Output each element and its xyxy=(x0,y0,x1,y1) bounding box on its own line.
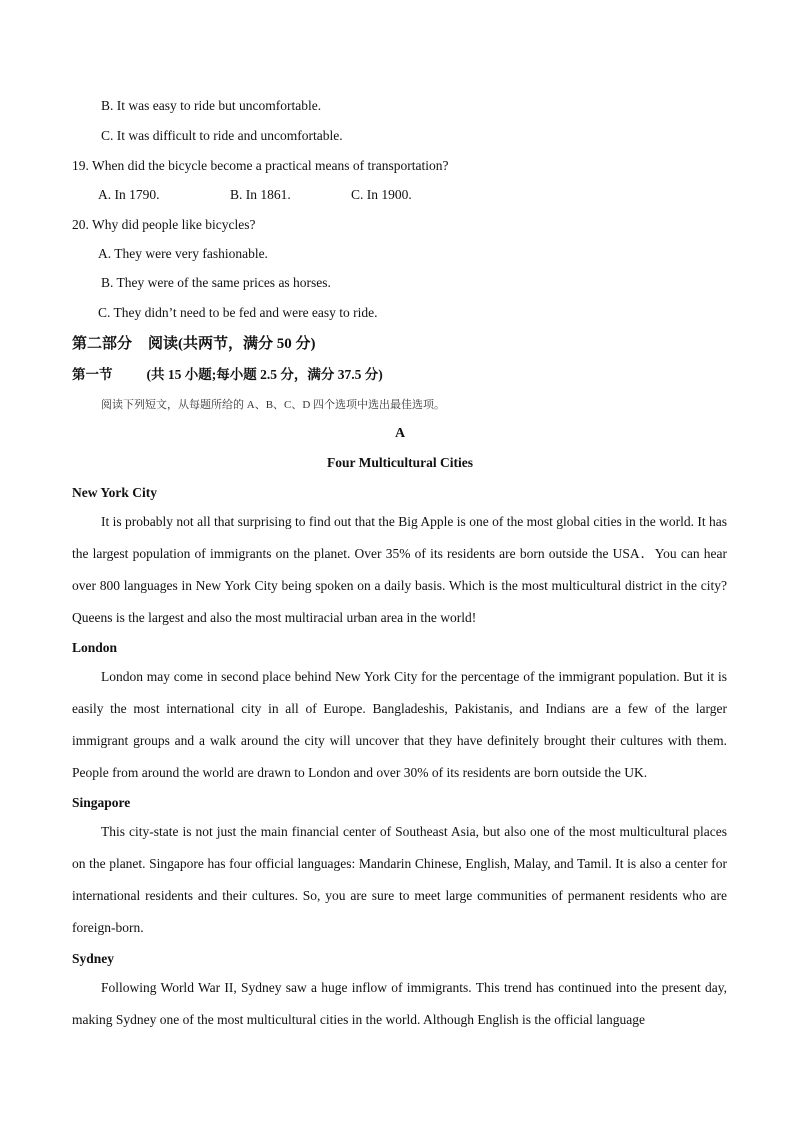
section-one-info: (共 15 小题;每小题 2.5 分，满分 37.5 分) xyxy=(146,367,383,382)
city-heading-new-york: New York City xyxy=(72,485,157,500)
q18-option-b: B. It was easy to ride but uncomfortable. xyxy=(101,98,322,113)
passage-letter: A xyxy=(394,426,406,441)
city-paragraph-new-york: It is probably not all that surprising to find out that the Big Apple is one of the most global cities in the world. It has the largest population of immigrants on the planet. Over 35% of its residents are born outside the USA．You can hear over 800 languages in New York City being spoken on a daily basis. Which is the most multicultural district in the city? Queens is the largest and also the most multiracial urban area in the world! xyxy=(72,514,727,625)
q19-option-a: A. In 1790. xyxy=(98,187,160,202)
city-paragraph-sydney: Following World War II, Sydney saw a huge inflow of immigrants. This trend has continued into the present day, making Sydney one of the most multicultural cities in the world. Although English is the official language xyxy=(72,980,727,1027)
part-two-title: 阅读(共两节，满分 50 分) xyxy=(148,336,316,352)
city-paragraph-singapore: This city-state is not just the main financial center of Southeast Asia, but also one of the most multicultural places on the planet. Singapore has four official languages: Mandarin Chinese, English, Malay, and Tamil. It is also a center for international residents and their cultures. So, you are sure to meet large communities of permanent residents who are foreign-born. xyxy=(72,824,727,935)
q18-option-c: C. It was difficult to ride and uncomfortable. xyxy=(101,128,343,143)
q20-option-a: A. They were very fashionable. xyxy=(98,246,268,261)
city-heading-singapore: Singapore xyxy=(72,795,131,810)
q20-option-b: B. They were of the same prices as horses. xyxy=(101,275,331,290)
city-paragraph-london: London may come in second place behind New York City for the percentage of the immigrant population. But it is easily the most international city in all of Europe. Bangladeshis, Pakistanis, and Indians are a few of the larger immigrant groups and a walk around the city will uncover that they have definitely brought their cultures with them. People from around the world are drawn to London and over 30% of its residents are born outside the UK. xyxy=(72,669,727,780)
q19-option-c: C. In 1900. xyxy=(351,187,412,202)
q20-option-c: C. They didn’t need to be fed and were easy to ride. xyxy=(98,305,378,320)
part-two-heading xyxy=(72,334,316,354)
q19-option-b: B. In 1861. xyxy=(230,187,291,202)
city-heading-sydney: Sydney xyxy=(72,951,115,966)
q20-stem: 20. Why did people like bicycles? xyxy=(72,217,256,232)
section-one-label: 第一节 xyxy=(72,367,113,382)
city-heading-london: London xyxy=(72,640,118,655)
part-two-label: 第二部分 xyxy=(72,336,133,352)
q19-stem: 19. When did the bicycle become a practical means of transportation? xyxy=(72,158,449,173)
reading-instructions: 阅读下列短文，从每题所给的 A、B、C、D 四个选项中选出最佳选项。 xyxy=(101,399,446,411)
section-one-heading xyxy=(72,366,383,384)
passage-title: Four Multicultural Cities xyxy=(327,455,473,470)
